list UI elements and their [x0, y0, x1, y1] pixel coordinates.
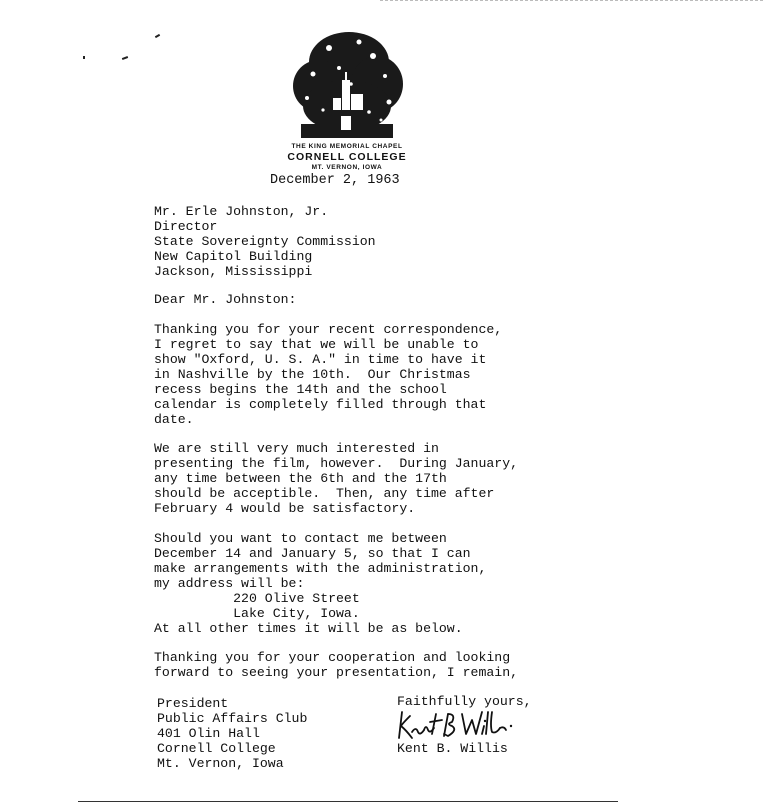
recipient-address [154, 204, 376, 279]
paragraph-line: show "Oxford, U. S. A." in time to have it [154, 352, 487, 367]
chapel-illustration [289, 24, 405, 142]
paragraph-line: make arrangements with the administration, [154, 561, 487, 576]
sender-line: President [157, 696, 229, 711]
paragraph-line: Lake City, Iowa. [154, 606, 360, 621]
paragraph-line: Should you want to contact me between [154, 531, 447, 546]
scan-speck [155, 34, 160, 38]
paragraph [154, 322, 502, 427]
paragraph-line: December 14 and January 5, so that I can [154, 546, 471, 561]
paragraph-line: 220 Olive Street [154, 591, 360, 606]
sender-line: Cornell College [157, 741, 276, 756]
letterhead-location: MT. VERNON, IOWA [311, 164, 383, 171]
paragraph-line: I regret to say that we will be unable to [154, 337, 479, 352]
sender-address [157, 696, 307, 771]
paragraph-line: Thanking you for your cooperation and looking [154, 650, 511, 665]
paragraph-line: in Nashville by the 10th. Our Christmas [154, 367, 471, 382]
sender-line: Mt. Vernon, Iowa [157, 756, 284, 771]
paragraph-line: presenting the film, however. During January, [154, 456, 519, 471]
recipient-line: Jackson, Mississippi [154, 264, 313, 279]
bottom-rule [78, 801, 618, 802]
paragraph-line: We are still very much interested in [154, 441, 439, 456]
paragraph-line: Thanking you for your recent correspondence, [154, 322, 503, 337]
paragraph-line: my address will be: [154, 576, 305, 591]
scan-speck [83, 56, 85, 59]
letterhead [262, 24, 432, 171]
recipient-line: State Sovereignty Commission [154, 234, 376, 249]
closing: Faithfully yours, [397, 694, 532, 709]
typed-signature-name: Kent B. Willis [397, 741, 508, 756]
recipient-line: Mr. Erle Johnston, Jr. [154, 204, 329, 219]
sender-line: Public Affairs Club [157, 711, 308, 726]
paragraph-line: At all other times it will be as below. [154, 621, 463, 636]
paragraph [154, 441, 518, 516]
paragraph-line: calendar is completely filled through that [154, 397, 487, 412]
top-edge-dashes [380, 0, 763, 1]
sender-line: 401 Olin Hall [157, 726, 260, 741]
paragraph-line: February 4 would be satisfactory. [154, 501, 416, 516]
paragraph-line: should be acceptible. Then, any time after [154, 486, 495, 501]
recipient-line: New Capitol Building [154, 249, 313, 264]
paragraph [154, 531, 486, 636]
paragraph-line: recess begins the 14th and the school [154, 382, 447, 397]
letterhead-chapel-name: THE KING MEMORIAL CHAPEL [291, 143, 403, 150]
paragraph-line: date. [154, 412, 194, 427]
scan-speck [122, 56, 128, 60]
salutation: Dear Mr. Johnston: [154, 292, 297, 307]
letter-date: December 2, 1963 [270, 173, 400, 188]
paragraph-line: forward to seeing your presentation, I remain, [154, 665, 519, 680]
recipient-line: Director [154, 219, 218, 234]
letterhead-college-name: CORNELL COLLEGE [287, 151, 407, 163]
paragraph-line: any time between the 6th and the 17th [154, 471, 447, 486]
paragraph [154, 650, 518, 680]
handwritten-signature [396, 708, 516, 742]
